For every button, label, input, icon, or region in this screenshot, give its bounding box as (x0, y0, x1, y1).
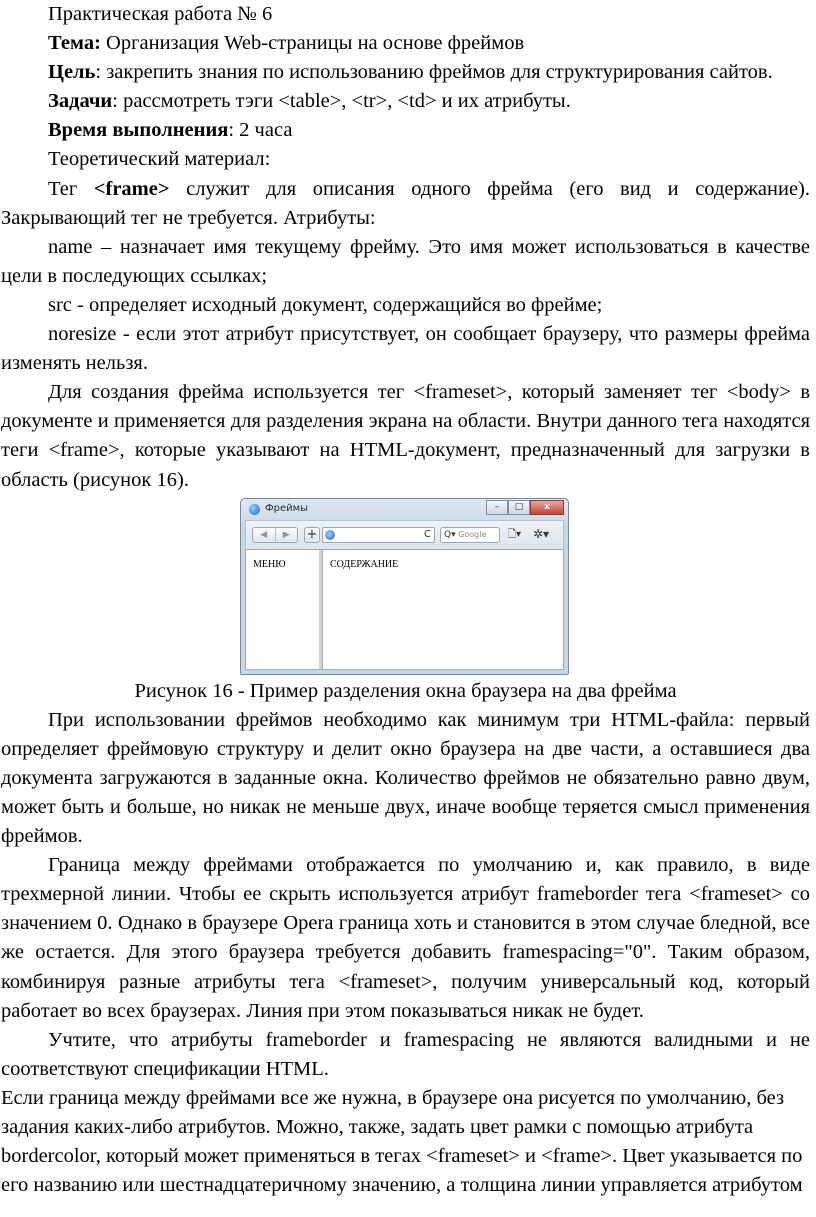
forward-icon: ▶ (275, 528, 298, 542)
search-placeholder: Google (458, 529, 487, 539)
frame-tag-name: <frame> (93, 177, 170, 200)
figure-caption: Рисунок 16 - Пример разделения окна браузера на два фрейма (134, 679, 677, 702)
attr-noresize-paragraph: noresize - если этот атрибут присутствует, он сообщает браузеру, что размеры фрейма изменять нельзя. (1, 323, 810, 375)
globe-icon (325, 530, 335, 540)
theory-title: Теоретический материал: (48, 148, 271, 171)
tasks-label: Задачи (48, 90, 113, 113)
search-icon: Q▾ (444, 529, 456, 540)
frameset-paragraph: Для создания фрейма используется тег <frameset>, который заменяет тег <body> в документе и применяется для разделения экрана на области. Внутри данного тега находятся теги <frame>, которые указывают на HTML-документ, предназначенный для загрузки в область (рисунок 16). (1, 381, 810, 491)
goal-label: Цель (48, 61, 96, 84)
frame-tag-paragraph (1, 175, 810, 233)
window-controls (486, 500, 564, 515)
tasks-line (1, 87, 810, 116)
duration-line (1, 116, 810, 145)
doc-heading: Практическая работа № 6 (48, 3, 273, 25)
topic-label: Тема: (48, 32, 101, 55)
menu-frame: МЕНЮ (246, 550, 322, 669)
reload-icon: C (424, 528, 431, 540)
new-tab-icon: + (304, 527, 320, 543)
browser-content (245, 549, 564, 670)
attr-src-paragraph: src - определяет исходный документ, содержащийся во фрейме; (48, 293, 603, 316)
bordercolor-paragraph: Если граница между фреймами все же нужна, в браузере она рисуется по умолчанию, без задания каких-либо атрибутов. Можно, также, задать цвет рамки с помощью атрибута bordercolor, который может применяться в тегах <frameset> и <frame>. Цвет указывается по его названию или шестнадцатеричному значению, а толщина линии управляется атрибутом (1, 1086, 803, 1197)
window-title: Фреймы (265, 502, 309, 514)
three-files-paragraph: При использовании фреймов необходимо как минимум три HTML-файла: первый определяет фреймовую структуру и делит окно браузера на две части, а оставшиеся два документа загружаются в заданные окна. Количество фреймов не обязательно равно двум, может быть и больше, но никак не меньше двух, иначе вообще теряется смысл применения фреймов. (1, 708, 810, 848)
search-box (440, 527, 500, 543)
valid-paragraph: Учтите, что атрибуты frameborder и framespacing не являются валидными и не соответствуют спецификации HTML. (1, 1028, 810, 1080)
frame-tag-pre: Тег (48, 177, 94, 200)
goal-text: : закрепить знания по использованию фреймов для структурирования сайтов. (95, 61, 773, 84)
browser-window-figure (240, 498, 569, 675)
browser-app-icon (249, 504, 260, 515)
duration-label: Время выполнения (48, 119, 229, 142)
duration-text: : 2 часа (228, 119, 293, 142)
goal-line (1, 58, 810, 87)
content-frame: СОДЕРЖАНИЕ (330, 558, 399, 570)
attr-name-paragraph: name – назначает имя текущему фрейму. Это имя может использоваться в качестве цели в последующих ссылках; (1, 235, 810, 287)
window-titlebar (241, 499, 568, 520)
topic-line (1, 29, 810, 58)
nav-buttons (252, 527, 298, 543)
browser-toolbar (245, 520, 564, 550)
maximize-button: □ (508, 500, 530, 515)
minimize-button: – (486, 500, 508, 515)
frame-tag-post: служит для описания одного фрейма (его вид и содержание). Закрывающий тег не требуется. Атрибуты: (1, 177, 810, 229)
close-button: x (530, 500, 564, 515)
tasks-text: : рассмотреть тэги <table>, <tr>, <td> и их атрибуты. (112, 90, 571, 113)
gear-icon: ✲▾ (533, 526, 550, 541)
topic-text: Организация Web-страницы на основе фреймов (100, 32, 525, 55)
figure-16 (1, 498, 810, 675)
border-paragraph: Граница между фреймами отображается по умолчанию и, как правило, в виде трехмерной линии. Чтобы ее скрыть используется атрибут frameborder тега <frameset> со значением 0. Однако в браузере Opera граница хоть и становится в этом случае бледной, все же остается. Для этого браузера требуется добавить framespacing="0". Таким образом, комбинируя разные атрибуты тега <frameset>, получим универсальный код, который работает во всех браузерах. Линия при этом показываться никак не будет. (1, 854, 810, 1022)
back-icon: ◀ (260, 529, 268, 540)
page-icon: 🗋▾ (508, 528, 522, 540)
address-bar (322, 527, 435, 543)
